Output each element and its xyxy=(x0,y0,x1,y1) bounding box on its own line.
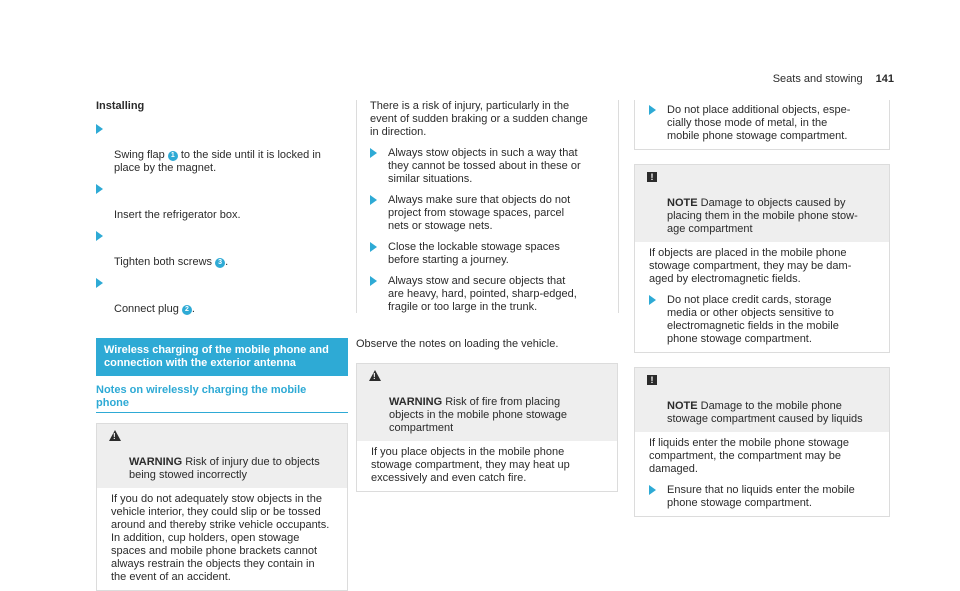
bullet-item: Do not place credit cards, storage media or other objects sensitive to electromagnetic fields in the mobile phone stowage compartment. xyxy=(649,294,881,346)
bullet-item: Do not place additional objects, espe- cially those mode of metal, in the mobile phone stowage compartment. xyxy=(649,104,881,143)
warning-body: If you place objects in the mobile phone stowage compartment, they may heat up excessively and even catch fire. xyxy=(371,446,570,484)
note-body: If liquids enter the mobile phone stowage compartment, the compartment may be damaged. xyxy=(649,437,849,475)
column-divider xyxy=(618,100,619,313)
note-exclamation-icon: ! xyxy=(647,172,657,182)
note-label: NOTE xyxy=(667,400,698,412)
warning-body: If you do not adequately stow objects in the vehicle interior, they could slip or be tossed around and thereby strike vehicle occupants. In addition, cup holders, open stowage spaces and mobile phone brackets cannot always restrain the objects they contain in the event of an accident. xyxy=(111,493,330,583)
note-header xyxy=(635,165,889,242)
note-text: Damage to objects caused by placing them in the mobile phone stow- age compartment xyxy=(667,197,858,235)
bullet-arrow-icon xyxy=(370,195,377,205)
note-label: NOTE xyxy=(667,197,698,209)
bullet-item: Always stow objects in such a way that they cannot be tossed about in these or similar situations. xyxy=(370,147,618,186)
bullet-arrow-icon xyxy=(370,148,377,158)
note-exclamation-icon: ! xyxy=(647,375,657,385)
bullet-arrow-icon xyxy=(96,278,103,288)
section-title: Wireless charging of the mobile phone and connection with the exterior antenna xyxy=(96,338,348,376)
warning-panel xyxy=(356,363,618,492)
installing-heading: Installing xyxy=(96,100,145,112)
warning-triangle-icon xyxy=(369,370,381,381)
bullet-arrow-icon xyxy=(96,231,103,241)
column-divider xyxy=(356,100,357,313)
bullet-arrow-icon xyxy=(96,184,103,194)
callout-number-icon: 2 xyxy=(182,305,192,315)
bullet-item: Close the lockable stowage spaces before starting a journey. xyxy=(370,241,618,267)
page-header xyxy=(773,73,894,86)
install-step: Connect plug 2 . xyxy=(96,277,348,316)
column-1 xyxy=(96,100,348,591)
install-step: Tighten both screws 3 . xyxy=(96,230,348,269)
column-2 xyxy=(356,100,618,492)
page-number: 141 xyxy=(875,73,894,85)
warning-header xyxy=(97,424,347,488)
subsection-title: Notes on wirelessly charging the mobile phone xyxy=(96,384,348,413)
bullet-arrow-icon xyxy=(96,124,103,134)
bullet-item: Always stow and secure objects that are heavy, hard, pointed, sharp-edged, fragile or too large in the trunk. xyxy=(370,275,618,314)
observe-note: Observe the notes on loading the vehicle. xyxy=(356,338,559,350)
bullet-item: Ensure that no liquids enter the mobile phone stowage compartment. xyxy=(649,484,881,510)
callout-number-icon: 3 xyxy=(215,258,225,268)
bullet-panel xyxy=(634,100,890,150)
bullet-arrow-icon xyxy=(649,485,656,495)
warning-text: Risk of injury due to objects being stowed incorrectly xyxy=(129,456,320,481)
note-panel xyxy=(634,367,890,517)
note-panel xyxy=(634,164,890,353)
warning-text: Risk of fire from placing objects in the mobile phone stowage compartment xyxy=(389,396,567,434)
warning-panel xyxy=(96,423,348,591)
section-label: Seats and stowing xyxy=(772,73,863,85)
warning-header xyxy=(357,364,617,441)
warning-label: WARNING xyxy=(389,396,443,408)
bullet-item: Always make sure that objects do not project from stowage spaces, parcel nets or stowage nets. xyxy=(370,194,618,233)
bullet-arrow-icon xyxy=(649,295,656,305)
callout-number-icon: 1 xyxy=(168,151,178,161)
bullet-arrow-icon xyxy=(649,105,656,115)
note-body: If objects are placed in the mobile phone stowage compartment, they may be dam- aged by electromagnetic fields. xyxy=(649,247,852,285)
note-text: Damage to the mobile phone stowage compartment caused by liquids xyxy=(667,400,863,425)
column-3 xyxy=(634,100,890,517)
warning-label: WARNING xyxy=(129,456,183,468)
bullet-arrow-icon xyxy=(370,276,377,286)
note-header xyxy=(635,368,889,432)
install-step: Swing flap 1 to the side until it is locked in place by the magnet. xyxy=(96,123,348,175)
risk-intro: There is a risk of injury, particularly in the event of sudden braking or a sudden change in direction. xyxy=(370,100,588,138)
install-step: Insert the refrigerator box. xyxy=(96,183,348,222)
bullet-arrow-icon xyxy=(370,242,377,252)
warning-triangle-icon xyxy=(109,430,121,441)
